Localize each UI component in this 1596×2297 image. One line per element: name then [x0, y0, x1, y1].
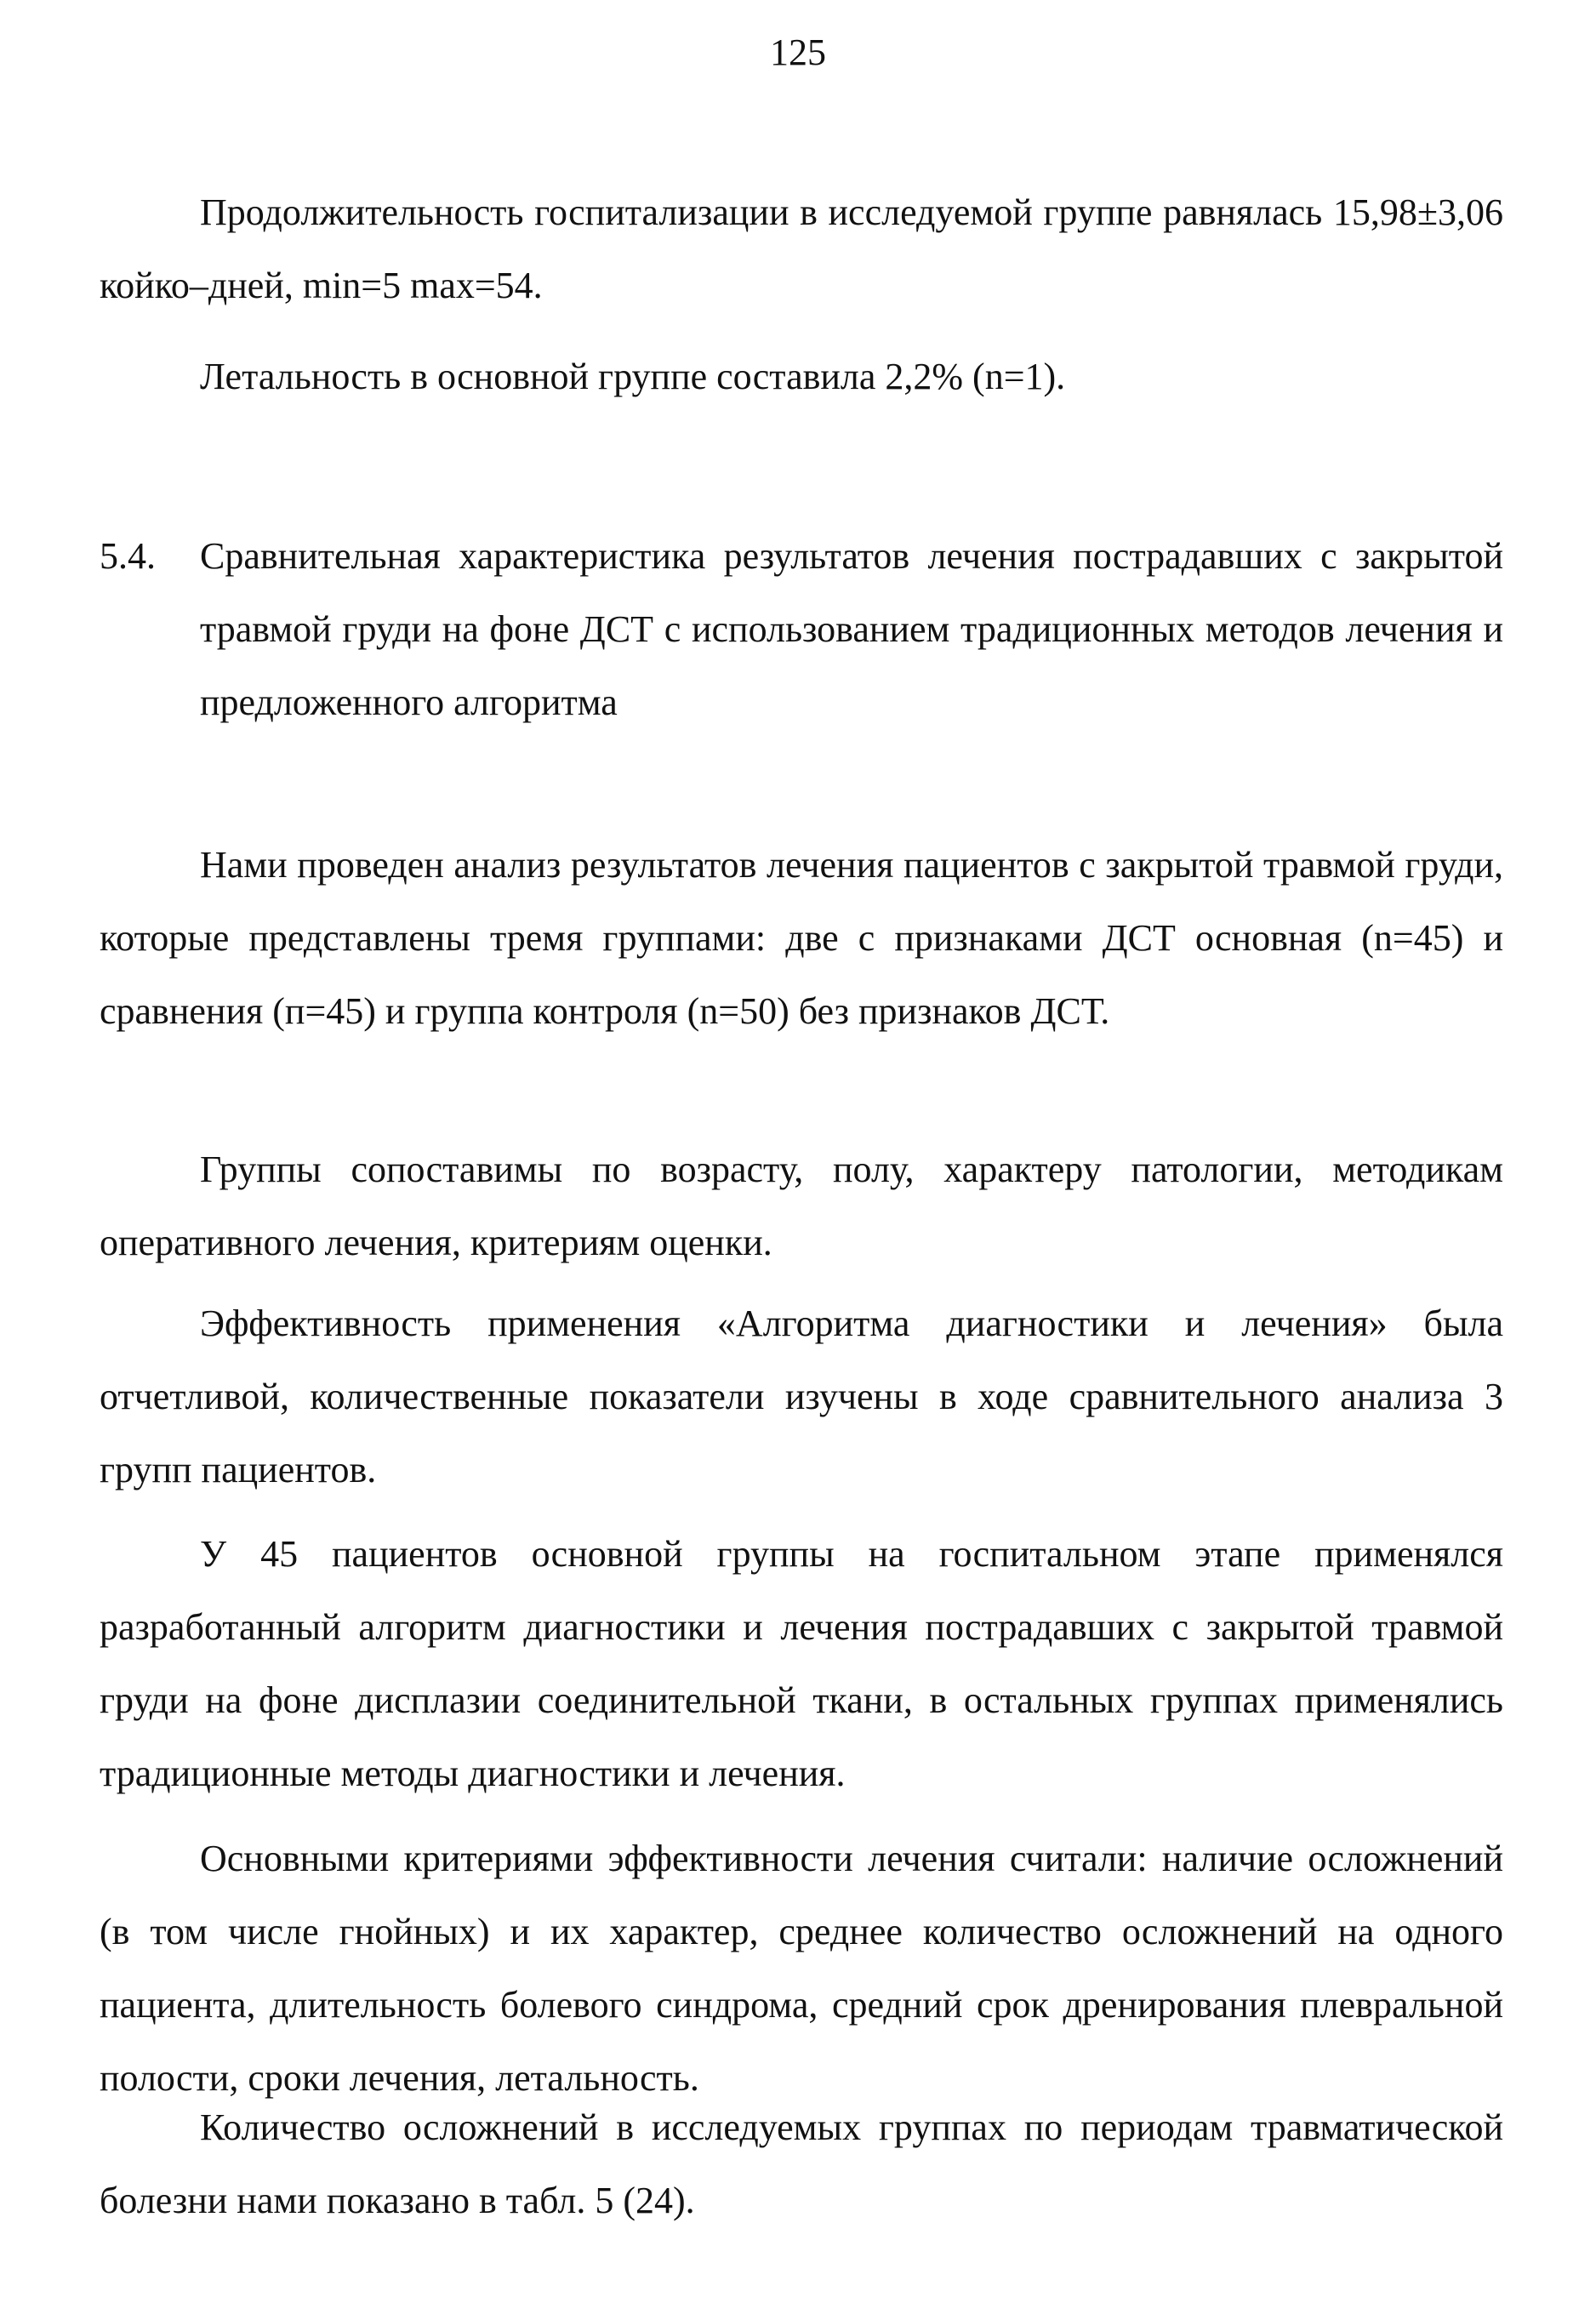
paragraph-efficiency-criteria: Основными критериями эффективности лечения считали: наличие осложнений (в том числе гнойных) и их характер, среднее количество осложнений на одного пациента, длительность болевого синдрома, средний срок дренирования плевральной полости, сроки лечения, летальность.	[100, 1838, 1503, 2099]
section-heading	[100, 520, 1503, 739]
paragraph-main-group-algorithm: У 45 пациентов основной группы на госпитальном этапе применялся разработанный алгоритм диагностики и лечения пострадавших с закрытой травмой груди на фоне дисплазии соединительной ткани, в остальных группах применялись традиционные методы диагностики и лечения.	[100, 1533, 1503, 1794]
paragraph-groups-comparable: Группы сопоставимы по возрасту, полу, характеру патологии, методикам оперативного лечения, критериям оценки.	[100, 1148, 1503, 1263]
paragraph-hospitalization-duration: Продолжительность госпитализации в исследуемой группе равнялась 15,98±3,06 койко–дней, min=5 max=54.	[100, 191, 1503, 306]
section-number: 5.4.	[100, 535, 156, 577]
paragraph-complications-table-ref: Количество осложнений в исследуемых группах по периодам травматической болезни нами показано в табл. 5 (24).	[100, 2106, 1503, 2221]
paragraph-analysis-groups: Нами проведен анализ результатов лечения пациентов с закрытой травмой груди, которые представлены тремя группами: две с признаками ДСТ основная (n=45) и сравнения (п=45) и группа контроля (n=50) без признаков ДСТ.	[100, 844, 1503, 1032]
paragraph-mortality: Летальность в основной группе составила 2,2% (n=1).	[200, 356, 1066, 397]
paragraph-algorithm-efficiency: Эффективность применения «Алгоритма диагностики и лечения» была отчетливой, количественные показатели изучены в ходе сравнительного анализа 3 групп пациентов.	[100, 1302, 1503, 1490]
section-title: Сравнительная характеристика результатов лечения пострадавших с закрытой травмой груди на фоне ДСТ с использованием традиционных методов лечения и предложенного алгоритма	[200, 535, 1503, 723]
page-number: 125	[770, 31, 826, 73]
